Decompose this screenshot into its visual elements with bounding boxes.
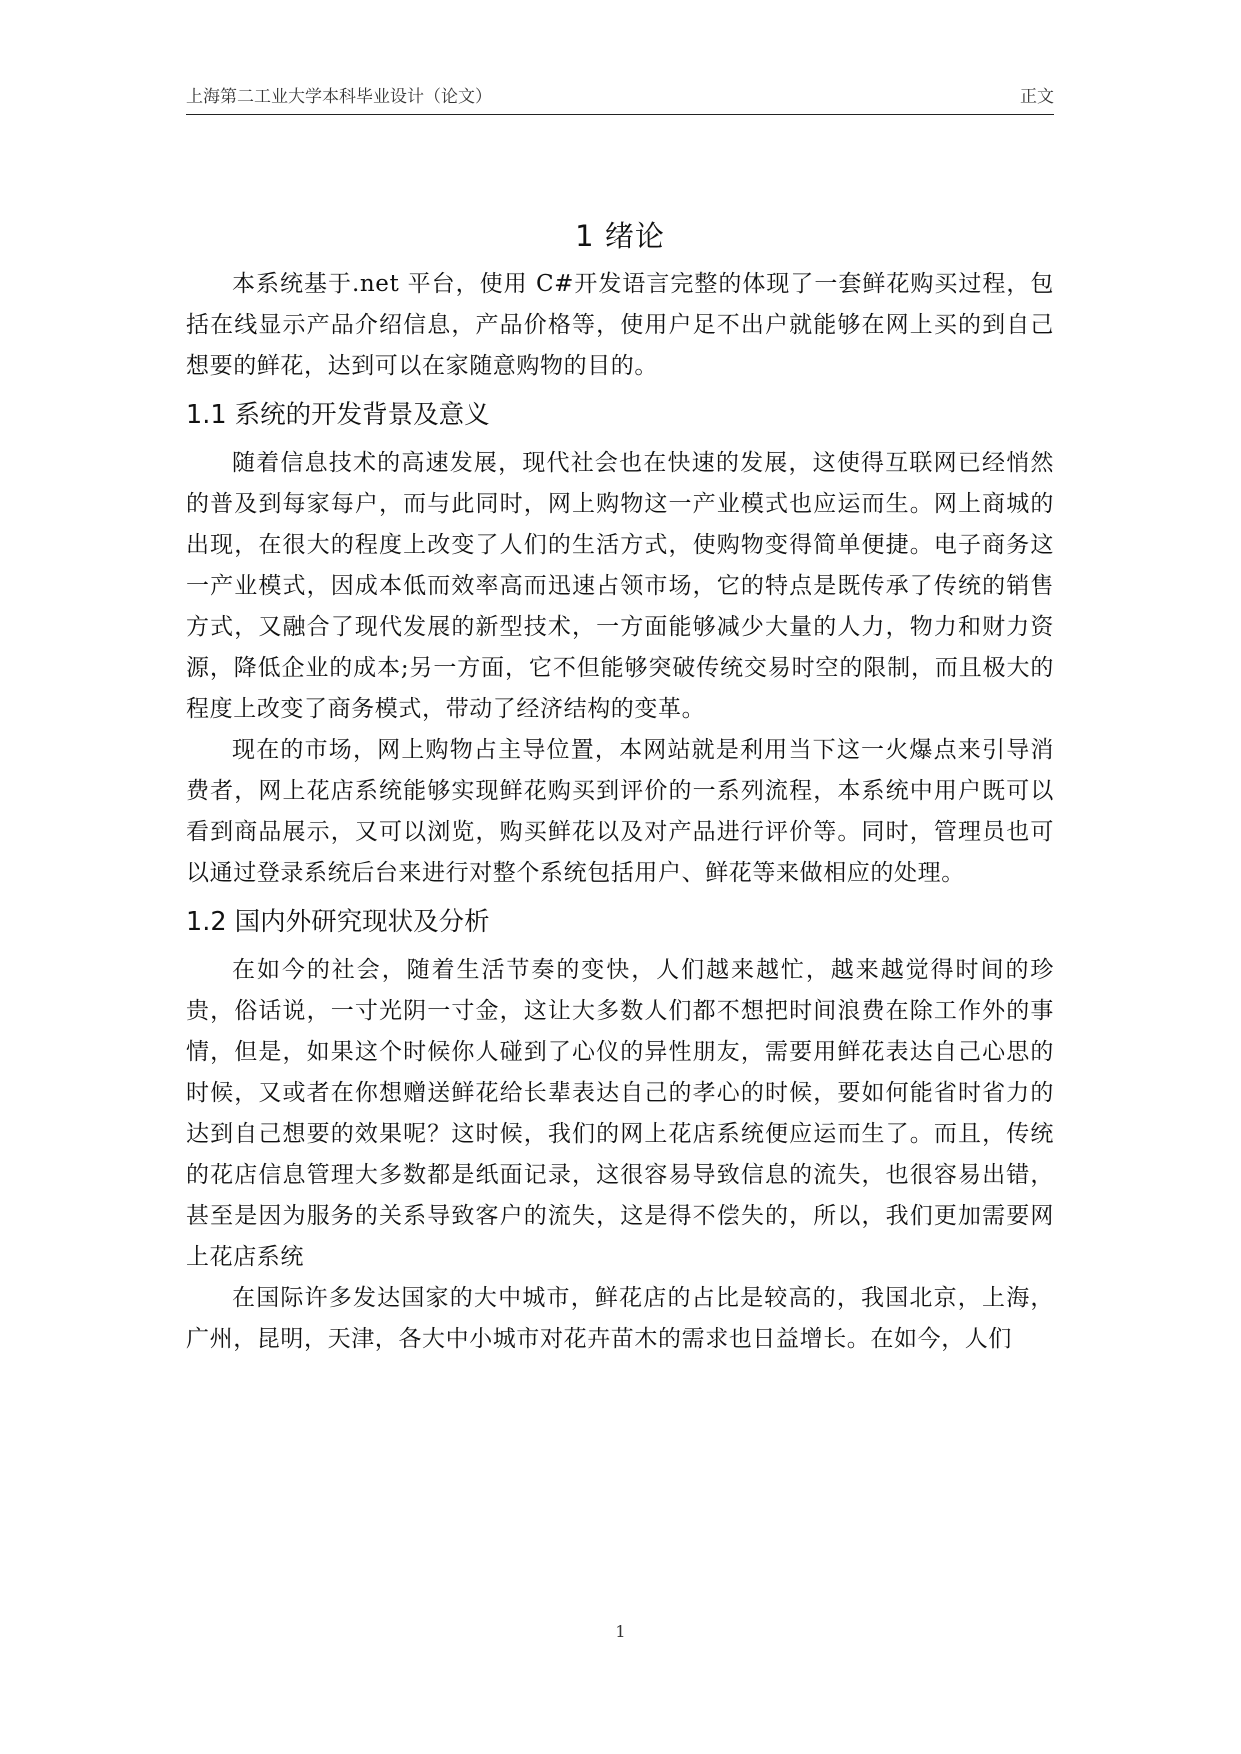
page-body [186,214,1054,1360]
page-header [186,86,1054,115]
section-title-1-1: 1.1 系统的开发背景及意义 [186,400,490,430]
section-1-2-paragraph-1: 在如今的社会，随着生活节奏的变快，人们越来越忙，越来越觉得时间的珍贵，俗话说，一寸光阴一寸金，这让大多数人们都不想把时间浪费在除工作外的事情，但是，如果这个时候你人碰到了心仪的异性朋友，需要用鲜花表达自己心思的时候，又或者在你想赠送鲜花给长辈表达自己的孝心的时候，要如何能省时省力的达到自己想要的效果呢？这时候，我们的网上花店系统便应运而生了。而且，传统的花店信息管理大多数都是纸面记录，这很容易导致信息的流失，也很容易出错，甚至是因为服务的关系导致客户的流失，这是得不偿失的，所以，我们更加需要网上花店系统 [186,957,1054,1270]
section-title-1-2: 1.2 国内外研究现状及分析 [186,907,490,937]
section-1-2-paragraph-2: 在国际许多发达国家的大中城市，鲜花店的占比是较高的，我国北京，上海，广州，昆明，天津，各大中小城市对花卉苗木的需求也日益增长。在如今，人们 [186,1285,1054,1352]
section-1-1-paragraph-1: 随着信息技术的高速发展，现代社会也在快速的发展，这使得互联网已经悄然的普及到每家每户，而与此同时，网上购物这一产业模式也应运而生。网上商城的出现，在很大的程度上改变了人们的生活方式，使购物变得简单便捷。电子商务这一产业模式，因成本低而效率高而迅速占领市场，它的特点是既传承了传统的销售方式，又融合了现代发展的新型技术，一方面能够减少大量的人力，物力和财力资源，降低企业的成本;另一方面，它不但能够突破传统交易时空的限制，而且极大的程度上改变了商务模式，带动了经济结构的变革。 [186,450,1054,722]
chapter-intro-paragraph: 本系统基于.net 平台，使用 C#开发语言完整的体现了一套鲜花购买过程，包括在线显示产品介绍信息，产品价格等，使用户足不出户就能够在网上买的到自己想要的鲜花，达到可以在家随意购物的目的。 [186,271,1054,379]
page-number: 1 [615,1622,626,1641]
chapter-title: 1 绪论 [575,219,665,253]
header-section-label: 正文 [1020,87,1054,107]
section-1-1-paragraph-2: 现在的市场，网上购物占主导位置，本网站就是利用当下这一火爆点来引导消费者，网上花店系统能够实现鲜花购买到评价的一系列流程，本系统中用户既可以看到商品展示，又可以浏览，购买鲜花以及对产品进行评价等。同时，管理员也可以通过登录系统后台来进行对整个系统包括用户、鲜花等来做相应的处理。 [186,737,1054,886]
header-thesis-title: 上海第二工业大学本科毕业设计（论文） [186,87,492,107]
